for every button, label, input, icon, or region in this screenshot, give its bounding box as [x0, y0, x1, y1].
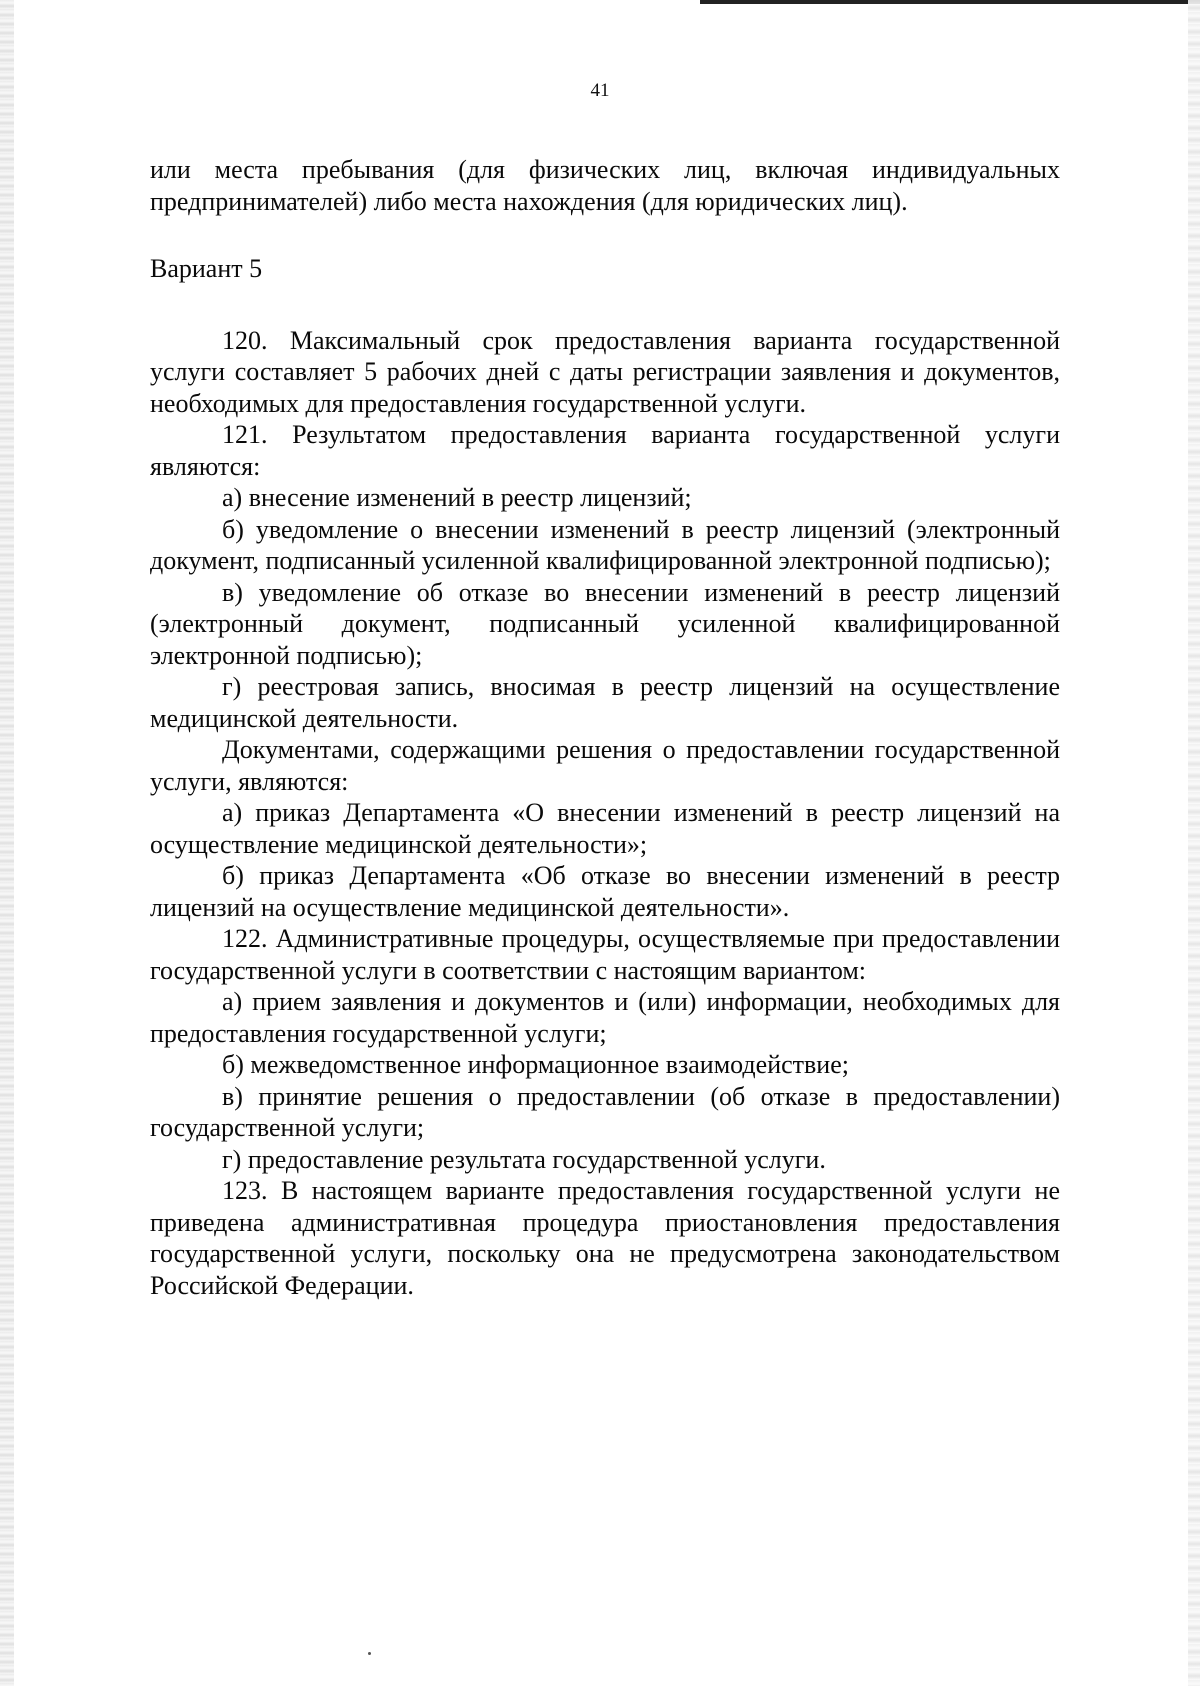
section-heading: Вариант 5 [150, 254, 263, 283]
paragraph-continuation: или места пребывания (для физических лиц, включая индивидуальных предпринимателей) либо места нахождения (для юридических лиц). [150, 155, 1060, 216]
scan-speck [368, 1652, 371, 1655]
paragraph-121: 121. Результатом предоставления варианта государственной услуги являются: [150, 420, 1060, 481]
list-item-121-g: г) реестровая запись, вносимая в реестр лицензий на осуществление медицинской деятельности. [150, 672, 1060, 733]
list-item-121-b: б) уведомление о внесении изменений в реестр лицензий (электронный документ, подписанный усиленной квалифицированной электронной подписью); [150, 514, 1060, 575]
scan-right-edge [1188, 0, 1200, 1686]
list-item-122-g: г) предоставление результата государственной услуги. [222, 1144, 826, 1174]
list-item-decision-a: а) приказ Департамента «О внесении изменений в реестр лицензий на осуществление медицинской деятельности»; [150, 798, 1060, 859]
list-item-121-a: а) внесение изменений в реестр лицензий; [222, 483, 692, 512]
list-item-122-a: а) прием заявления и документов и (или) информации, необходимых для предоставления государственной услуги; [150, 987, 1060, 1048]
list-item-122-b: б) межведомственное информационное взаимодействие; [222, 1050, 849, 1079]
paragraph-decision-documents: Документами, содержащими решения о предоставлении государственной услуги, являются: [150, 735, 1060, 796]
page-number: 41 [590, 80, 610, 101]
list-item-121-v: в) уведомление об отказе во внесении изменений в реестр лицензий (электронный документ, подписанный усиленной квалифицированной электронной подписью); [150, 577, 1060, 670]
document-body [150, 154, 1060, 1301]
paragraph-122: 122. Административные процедуры, осуществляемые при предоставлении государственной услуги в соответствии с настоящим вариантом: [150, 924, 1060, 985]
paragraph-120: 120. Максимальный срок предоставления варианта государственной услуги составляет 5 рабочих дней с даты регистрации заявления и документов, необходимых для предоставления государственной услуги. [150, 325, 1060, 418]
paragraph-123: 123. В настоящем варианте предоставления государственной услуги не приведена административная процедура приостановления предоставления государственной услуги, поскольку она не предусмотрена законодательством Российской Федерации. [150, 1176, 1060, 1300]
list-item-decision-b: б) приказ Департамента «Об отказе во внесении изменений в реестр лицензий на осуществление медицинской деятельности». [150, 861, 1060, 922]
scan-left-edge [0, 0, 14, 1686]
scan-top-border [700, 0, 1200, 4]
list-item-122-v: в) принятие решения о предоставлении (об отказе в предоставлении) государственной услуги; [150, 1081, 1060, 1142]
